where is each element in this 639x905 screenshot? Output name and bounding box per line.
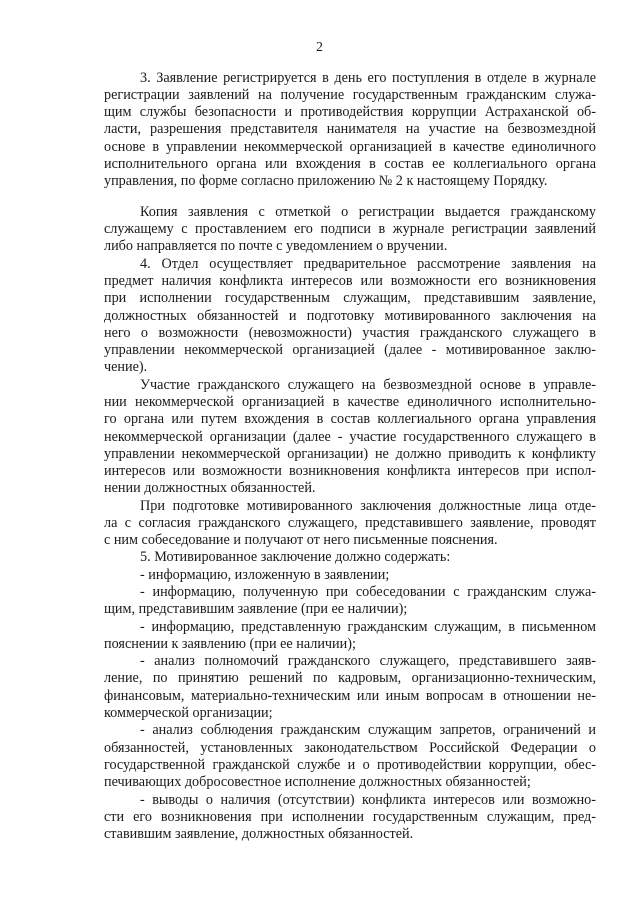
text-line: 3. Заявление регистрируется в день его поступления в отделе в журнале (140, 70, 596, 86)
text-line: при исполнении государственным служащим, представившим заявление, (104, 290, 596, 306)
text-line: нении должностных обязанностей. (104, 480, 316, 496)
text-line: предмет наличия конфликта интересов или возможности его возникновения (104, 273, 596, 289)
page-number: 2 (316, 40, 323, 55)
text-line: исполнительного органа или вхождения в состав ее коллегиального органа (104, 156, 596, 172)
text-line: служащему с проставлением его подписи в журнале регистрации заявлений (104, 221, 596, 237)
text-line: нии некоммерческой организацией в качестве единоличного исполнительно- (104, 394, 596, 410)
text-line: щим службы безопасности и противодействия коррупции Астраханской об- (104, 104, 596, 120)
text-line: ла с согласия гражданского служащего, представившего заявление, проводят (104, 515, 596, 531)
text-line: ление, по принятию решений по кадровым, организационно-техническим, (104, 670, 596, 686)
text-line: - информацию, представленную гражданским служащим, в письменном (140, 619, 596, 635)
text-line: - анализ полномочий гражданского служащего, представившего заяв- (140, 653, 596, 669)
text-line: Участие гражданского служащего на безвозмездной основе в управле- (140, 377, 596, 393)
text-line: ласти, разрешения представителя нанимателя на участие на безвозмездной (104, 121, 596, 137)
text-line: управления, по форме согласно приложению № 2 к настоящему Порядку. (104, 173, 548, 189)
text-line: обязанностей, установленных законодательством Российской Федерации о (104, 740, 596, 756)
text-line: ставившим заявление, должностных обязанностей. (104, 826, 414, 842)
text-line: - информацию, полученную при собеседовании с гражданским служа- (140, 584, 596, 600)
text-line: с ним собеседование и получают от него письменные пояснения. (104, 532, 498, 548)
text-line: государственной гражданской службе и о противодействии коррупции, обес- (104, 757, 596, 773)
text-line: управлении некоммерческой организацией (далее - мотивированное заклю- (104, 342, 596, 358)
text-line: либо направляется по почте с уведомлением о вручении. (104, 238, 448, 254)
text-line: интересов или возможности возникновения конфликта интересов при испол- (104, 463, 596, 479)
text-line: го органа или путем вхождения в состав коллегиального органа управления (104, 411, 596, 427)
text-line: печивающих добросовестное исполнение должностных обязанностей; (104, 774, 531, 790)
text-line: Копия заявления с отметкой о регистрации выдается гражданскому (140, 204, 596, 220)
text-line: него о возможности (невозможности) участия гражданского служащего в (104, 325, 596, 341)
text-line: 4. Отдел осуществляет предварительное рассмотрение заявления на (140, 256, 596, 272)
text-line: чение). (104, 359, 148, 375)
text-line: - анализ соблюдения гражданским служащим запретов, ограничений и (140, 722, 596, 738)
text-line: пояснении к заявлению (при ее наличии); (104, 636, 356, 652)
text-line: основе в управлении некоммерческой организацией в качестве единоличного (104, 139, 596, 155)
text-line: регистрации заявлений на получение государственным гражданским служа- (104, 87, 596, 103)
text-line: При подготовке мотивированного заключения должностные лица отде- (140, 498, 596, 514)
text-line: должностных обязанностей и подготовку мотивированного заключения на (104, 308, 596, 324)
text-line: управлении некоммерческой организации) не должно приводить к конфликту (104, 446, 596, 462)
text-line: сти его возникновения при исполнении государственным служащим, пред- (104, 809, 596, 825)
text-line: 5. Мотивированное заключение должно содержать: (140, 549, 451, 565)
text-line: финансовым, материально-техническим или иным вопросам в отношении не- (104, 688, 596, 704)
text-line: - информацию, изложенную в заявлении; (140, 567, 390, 583)
text-line: - выводы о наличия (отсутствии) конфликта интересов или возможно- (140, 792, 596, 808)
text-line: коммерческой организации; (104, 705, 273, 721)
text-line: некоммерческой организации (далее - участие государственного служащего в (104, 429, 596, 445)
text-line: щим, представившим заявление (при ее наличии); (104, 601, 408, 617)
